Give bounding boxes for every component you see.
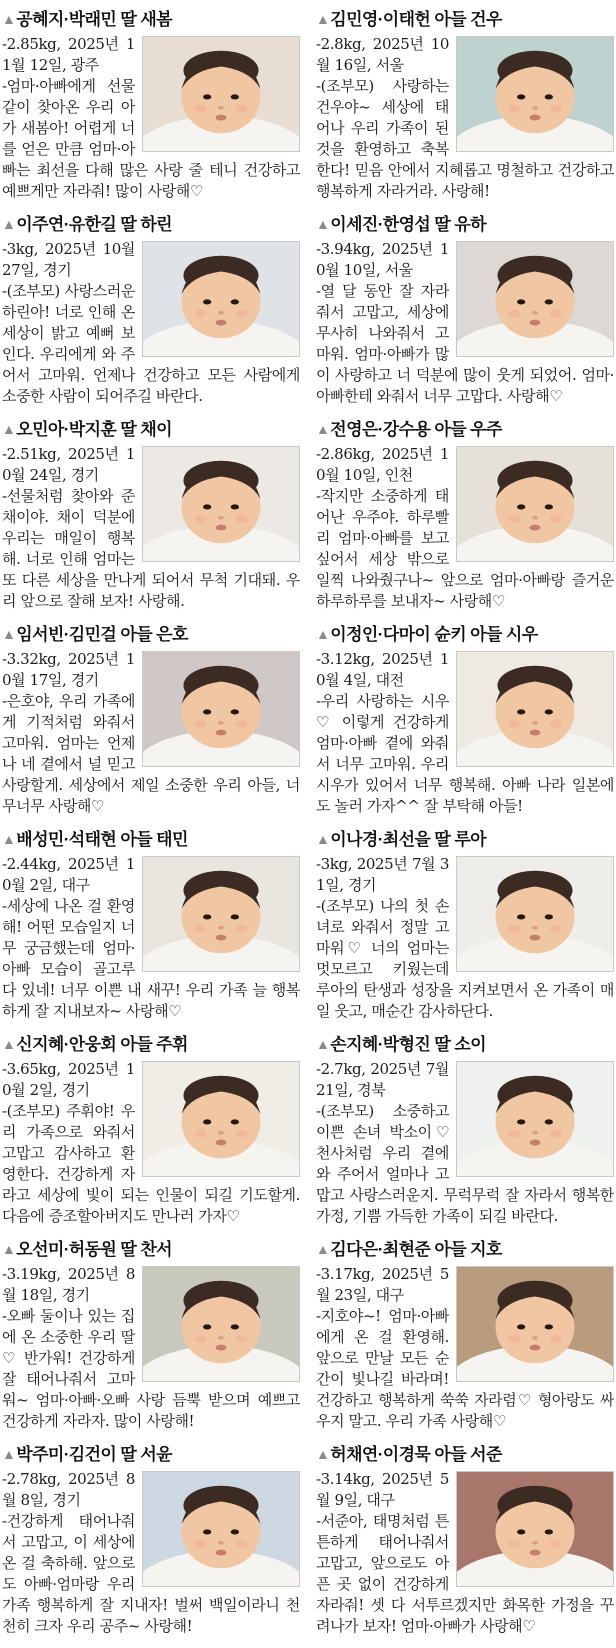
triangle-marker-icon: ▲ [2, 1241, 16, 1257]
entry-title: 전영은·강수용 아들 우주 [330, 420, 502, 439]
entry-header [316, 1238, 614, 1261]
entry-body [2, 1469, 300, 1637]
entry-header [316, 1033, 614, 1056]
baby-photo [456, 856, 614, 972]
birth-announcement-item [316, 623, 614, 828]
entry-header [2, 1033, 300, 1056]
entry-message: -세상에 나온 걸 환영해! 어떤 모습일지 너무 궁금했는데 엄마·아빠 모습이 골고루 다 있네! 너무 이쁜 내 새꾸! 우리 가족 늘 행복하게 잘 지내보자~ 사랑해♡ [2, 897, 300, 1020]
entry-header [2, 418, 300, 441]
triangle-marker-icon: ▲ [2, 626, 16, 642]
triangle-marker-icon: ▲ [2, 1446, 16, 1462]
triangle-marker-icon: ▲ [2, 831, 16, 847]
baby-photo-illustration [457, 652, 613, 766]
entry-title: 임서빈·김민걸 아들 은호 [16, 625, 188, 644]
entry-title: 오민아·박지훈 딸 채이 [16, 420, 172, 439]
triangle-marker-icon: ▲ [316, 11, 330, 27]
birth-announcement-item [316, 1443, 614, 1648]
entry-header [2, 1238, 300, 1261]
entry-header [2, 213, 300, 236]
baby-photo [456, 241, 614, 357]
entry-title: 이세진·한영섭 딸 유하 [330, 215, 486, 234]
baby-photo [456, 1061, 614, 1177]
entry-body [2, 34, 300, 202]
birth-announcement-item [2, 418, 300, 623]
entry-birth-info: -3.19kg, 2025년 8월 18일, 경기 [2, 1265, 135, 1304]
baby-photo [456, 1471, 614, 1587]
entry-message: -(조부모) 주휘야! 우리 가족으로 와줘서 고맙고 감사하고 환영한다. 건강하게 자라고 세상에 빛이 되는 인물이 되길 기도할게. 다음에 증조할아버지도 만나러 가자♡ [2, 1102, 300, 1225]
entry-header [316, 1443, 614, 1466]
entry-header [316, 213, 614, 236]
entry-header [316, 828, 614, 851]
baby-photo [456, 446, 614, 562]
entry-header [2, 8, 300, 31]
triangle-marker-icon: ▲ [316, 421, 330, 437]
birth-announcement-item [2, 1033, 300, 1238]
baby-photo-illustration [143, 1472, 299, 1586]
entry-title: 신지혜·안웅회 아들 주휘 [16, 1035, 188, 1054]
entry-message: -(조부모) 사랑하는 건우야~ 세상에 태어나 우리 가족이 된 것을 환영하고 축복한다! 믿음 안에서 지혜롭고 명철하고 건강하고 행복하게 자라거라. 사랑해! [316, 77, 614, 200]
entry-title: 허채연·이경묵 아들 서준 [330, 1445, 502, 1464]
entry-body [316, 1059, 614, 1227]
entry-birth-info: -2.7kg, 2025년 7월 21일, 경북 [316, 1060, 449, 1099]
birth-announcement-item [2, 828, 300, 1033]
entry-birth-info: -2.8kg, 2025년 10월 16일, 서울 [316, 35, 449, 74]
entry-message: -작지만 소중하게 태어난 우주야. 하루빨리 엄마·아빠를 보고 싶어서 세상 밖으로 일찍 나와줬구나~ 앞으로 엄마·아빠랑 즐거운 하루하루를 보내자~ 사랑해♡ [316, 487, 614, 610]
baby-photo [142, 36, 300, 152]
baby-photo [142, 1061, 300, 1177]
entry-birth-info: -2.44kg, 2025년 10월 2일, 대구 [2, 855, 135, 894]
baby-photo [142, 446, 300, 562]
entry-title: 이나경·최선을 딸 루아 [330, 830, 486, 849]
entry-message: -선물처럼 찾아와 준 채이야. 채이 덕분에 우리는 매일이 행복해. 너로 인해 엄마는 또 다른 세상을 만나게 되어서 무척 기대돼. 우리 앞으로 잘해 보자! 사랑해. [2, 487, 300, 610]
baby-photo [456, 1266, 614, 1382]
birth-announcement-item [2, 623, 300, 828]
entry-birth-info: -3kg, 2025년 7월 31일, 경기 [316, 855, 449, 894]
entry-message: -지호야~! 엄마·아빠에게 온 걸 환영해. 앞으로 만날 모든 순간이 빛나길 바라며! 건강하고 행복하게 쑥쑥 자라렴♡ 형아랑도 싸우지 말고. 우리 가족 사랑해♡ [316, 1307, 614, 1430]
entry-title: 손지혜·박형진 딸 소이 [330, 1035, 486, 1054]
baby-photo-illustration [143, 242, 299, 356]
birth-announcement-item [2, 1238, 300, 1443]
entry-title: 이주연·유한길 딸 하린 [16, 215, 172, 234]
triangle-marker-icon: ▲ [2, 216, 16, 232]
triangle-marker-icon: ▲ [316, 1241, 330, 1257]
baby-photo-illustration [457, 1062, 613, 1176]
baby-photo [142, 856, 300, 972]
entry-body [2, 1264, 300, 1432]
entry-body [2, 1059, 300, 1227]
entry-title: 박주미·김건이 딸 서윤 [16, 1445, 172, 1464]
baby-photo [456, 36, 614, 152]
triangle-marker-icon: ▲ [316, 1036, 330, 1052]
entry-header [316, 623, 614, 646]
entry-message: -열 달 동안 잘 자라줘서 고맙고, 세상에 무사히 나와줘서 고마워. 엄마·아빠가 많이 사랑하고 너 덕분에 많이 웃게 되었어. 엄마·아빠한테 와줘서 너무 고맙다. 사랑해♡ [316, 282, 614, 405]
entry-title: 이정인·다마이 슌키 아들 시우 [330, 625, 538, 644]
entry-birth-info: -2.51kg, 2025년 10월 24일, 경기 [2, 445, 135, 484]
entry-body [316, 854, 614, 1022]
entry-header [316, 8, 614, 31]
entry-message: -우리 사랑하는 시우♡ 이렇게 건강하게 엄마·아빠 곁에 와줘서 너무 고마워. 우리 시우가 있어서 너무 행복해. 아빠 나라 일본에도 놀러 가자^^ 잘 부탁해 아들! [316, 692, 614, 815]
baby-photo-illustration [143, 37, 299, 151]
baby-photo [456, 651, 614, 767]
triangle-marker-icon: ▲ [2, 11, 16, 27]
birth-announcement-item [316, 1238, 614, 1443]
entry-body [316, 239, 614, 407]
baby-photo-illustration [143, 1062, 299, 1176]
entry-message: -건강하게 태어나줘서 고맙고, 이 세상에 온 걸 축하해. 앞으로도 아빠·엄마랑 우리 가족 행복하게 잘 지내자! 벌써 백일이라니 천천히 크자 우리 공주~ 사랑해! [2, 1512, 300, 1635]
baby-photo [142, 1266, 300, 1382]
entry-message: -(조부모) 사랑스러운 하린아! 너로 인해 온 세상이 밝고 예뻐 보인다. 우리에게 와 주어서 고마워. 언제나 건강하고 모든 사람에게 소중한 사람이 되어주길 바란다. [2, 282, 300, 405]
birth-announcement-item [316, 418, 614, 623]
entry-message: -오빠 둘이나 있는 집에 온 소중한 우리 딸♡ 반가워! 건강하게 잘 태어나줘서 고마워~ 엄마·아빠·오빠 사랑 듬뿍 받으며 예쁘고 건강하게 자라자. 많이 사랑해! [2, 1307, 300, 1430]
entry-body [2, 444, 300, 612]
triangle-marker-icon: ▲ [2, 421, 16, 437]
entry-birth-info: -3.14kg, 2025년 5월 9일, 대구 [316, 1470, 449, 1509]
birth-announcement-item [2, 8, 300, 213]
birth-announcement-item [316, 1033, 614, 1238]
entry-body [316, 649, 614, 817]
triangle-marker-icon: ▲ [316, 831, 330, 847]
entry-title: 배성민·석태현 아들 태민 [16, 830, 188, 849]
baby-photo-illustration [457, 1267, 613, 1381]
entry-message: -엄마·아빠에게 선물같이 찾아온 우리 아가 새봄아! 어렵게 너를 얻은 만큼 엄마·아빠는 최선을 다해 많은 사랑 줄 테니 건강하고 예쁘게만 자라줘! 많이 사랑해♡ [2, 77, 300, 200]
entry-title: 김민영·이태헌 아들 건우 [330, 10, 502, 29]
entry-title: 오선미·허동원 딸 찬서 [16, 1240, 172, 1259]
baby-photo [142, 1471, 300, 1587]
entry-birth-info: -2.86kg, 2025년 10월 10일, 인천 [316, 445, 449, 484]
entry-header [2, 1443, 300, 1466]
entry-body [316, 1469, 614, 1637]
entry-body [316, 34, 614, 202]
baby-photo [142, 241, 300, 357]
baby-photo-illustration [143, 447, 299, 561]
entry-message: -(조부모) 소중하고 이쁜 손녀 박소이♡ 천사처럼 우리 곁에 와 주어서 얼마나 고맙고 사랑스러운지. 무럭무럭 잘 자라서 행복한 가정, 기쁨 가득한 가족이 되길 바란다. [316, 1102, 614, 1225]
triangle-marker-icon: ▲ [2, 1036, 16, 1052]
entry-header [2, 828, 300, 851]
triangle-marker-icon: ▲ [316, 1446, 330, 1462]
entry-message: -서준아, 태명처럼 튼튼하게 태어나줘서 고맙고, 앞으로도 아픈 곳 없이 건강하게 자라줘! 셋 다 서투르겠지만 화목한 가정을 꾸려나가 보자! 엄마·아빠가 사랑해♡ [316, 1512, 614, 1635]
entry-birth-info: -3kg, 2025년 10월 27일, 경기 [2, 240, 135, 279]
baby-photo [142, 651, 300, 767]
birth-announcement-item [2, 213, 300, 418]
baby-photo-illustration [457, 1472, 613, 1586]
triangle-marker-icon: ▲ [316, 216, 330, 232]
birth-announcement-item [316, 213, 614, 418]
entry-birth-info: -2.78kg, 2025년 8월 8일, 경기 [2, 1470, 135, 1509]
entry-body [316, 1264, 614, 1432]
birth-announcement-item [2, 1443, 300, 1648]
triangle-marker-icon: ▲ [316, 626, 330, 642]
baby-photo-illustration [457, 857, 613, 971]
entry-body [2, 239, 300, 407]
entry-message: -은호야, 우리 가족에게 기적처럼 와줘서 고마워. 엄마는 언제나 네 곁에서 널 믿고 사랑할게. 세상에서 제일 소중한 우리 아들, 너무너무 사랑해♡ [2, 692, 300, 815]
entry-header [2, 623, 300, 646]
entry-body [2, 649, 300, 817]
entry-message: -(조부모) 나의 첫 손녀로 와줘서 정말 고마워♡ 너의 엄마는 멋모르고 키웠는데 루아의 탄생과 성장을 지켜보면서 온 가족이 매일 웃고, 매순간 감사하단다. [316, 897, 614, 1020]
baby-photo-illustration [143, 857, 299, 971]
birth-announcement-item [316, 8, 614, 213]
entry-birth-info: -3.32kg, 2025년 10월 17일, 경기 [2, 650, 135, 689]
entry-birth-info: -3.17kg, 2025년 5월 23일, 대구 [316, 1265, 449, 1304]
baby-photo-illustration [143, 652, 299, 766]
baby-photo-illustration [457, 242, 613, 356]
baby-photo-illustration [143, 1267, 299, 1381]
entry-header [316, 418, 614, 441]
entry-title: 김다은·최현준 아들 지호 [330, 1240, 502, 1259]
entry-birth-info: -3.94kg, 2025년 10월 10일, 서울 [316, 240, 449, 279]
entry-body [2, 854, 300, 1022]
baby-photo-illustration [457, 447, 613, 561]
entry-body [316, 444, 614, 612]
baby-photo-illustration [457, 37, 613, 151]
birth-announcement-item [316, 828, 614, 1033]
entry-title: 공혜지·박래민 딸 새봄 [16, 10, 172, 29]
entry-birth-info: -3.12kg, 2025년 10월 4일, 대전 [316, 650, 449, 689]
entry-birth-info: -3.65kg, 2025년 10월 2일, 경기 [2, 1060, 135, 1099]
entry-birth-info: -2.85kg, 2025년 11월 12일, 광주 [2, 35, 135, 74]
